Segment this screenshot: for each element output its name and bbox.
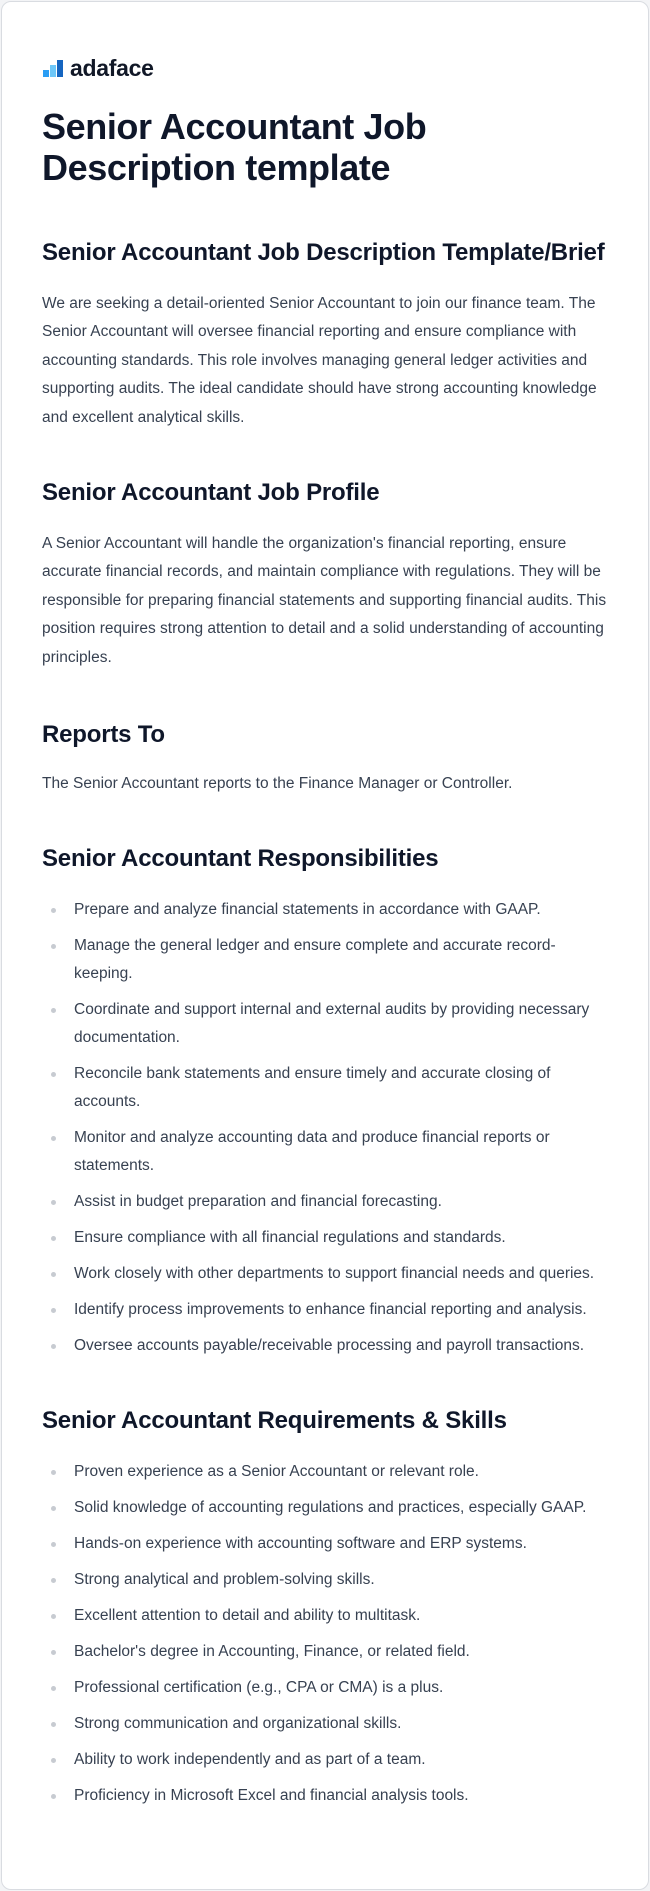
bullet-dot-icon: [51, 908, 56, 913]
list-item-text: Oversee accounts payable/receivable processing and payroll transactions.: [74, 1337, 585, 1355]
list-item: [42, 1638, 608, 1666]
section-heading: Reports To: [42, 721, 165, 749]
list-item-text: Bachelor's degree in Accounting, Finance, or related field.: [74, 1643, 470, 1661]
list-item-text: Prepare and analyze financial statements in accordance with GAAP.: [74, 901, 541, 919]
page-title: Senior Accountant Job Description template: [42, 106, 427, 188]
list-item: [42, 1260, 608, 1288]
list-item-text: Proven experience as a Senior Accountant or relevant role.: [74, 1463, 479, 1481]
section-requirements-skills: [42, 1406, 608, 1810]
bullet-dot-icon: [51, 1650, 56, 1655]
list-item-text: Assist in budget preparation and financial forecasting.: [74, 1193, 442, 1211]
list-item-text: Identify process improvements to enhance financial reporting and analysis.: [74, 1301, 587, 1319]
list-item: [42, 896, 608, 924]
section-paragraph: We are seeking a detail-oriented Senior Accountant to join our finance team. The Senior Accountant will oversee financial reporting and ensure compliance with accounting standards. This role involves managing general ledger activities and supporting audits. The ideal candidate should have strong accounting knowledge and excellent analytical skills.: [42, 295, 597, 426]
list-item: [42, 1530, 608, 1558]
list-item-text: Work closely with other departments to support financial needs and queries.: [74, 1265, 595, 1283]
bullet-dot-icon: [51, 1308, 56, 1313]
list-item: [42, 1602, 608, 1630]
bullet-dot-icon: [51, 1794, 56, 1799]
bullet-dot-icon: [51, 1008, 56, 1013]
bullet-dot-icon: [51, 1542, 56, 1547]
bullet-dot-icon: [51, 1758, 56, 1763]
job-description-card: [1, 1, 649, 1890]
requirements-list: [42, 1458, 608, 1810]
bar-steps-logo-icon: [42, 57, 64, 79]
list-item-text: Manage the general ledger and ensure complete and accurate record-keeping.: [74, 937, 556, 983]
bullet-dot-icon: [51, 1686, 56, 1691]
section-heading: Senior Accountant Requirements & Skills: [42, 1407, 507, 1435]
bullet-dot-icon: [51, 1722, 56, 1727]
list-item-text: Ability to work independently and as part of a team.: [74, 1751, 426, 1769]
bullet-dot-icon: [51, 1072, 56, 1077]
list-item: [42, 932, 608, 988]
section-job-profile: [42, 478, 608, 672]
list-item-text: Strong analytical and problem-solving skills.: [74, 1571, 375, 1589]
list-item: [42, 1332, 608, 1360]
list-item: [42, 1782, 608, 1810]
responsibilities-list: [42, 896, 608, 1360]
list-item: [42, 1124, 608, 1180]
bullet-dot-icon: [51, 1236, 56, 1241]
list-item-text: Coordinate and support internal and external audits by providing necessary documentation.: [74, 1001, 590, 1047]
brand-logo[interactable]: [42, 54, 608, 82]
list-item: [42, 1224, 608, 1252]
bullet-dot-icon: [51, 944, 56, 949]
section-paragraph: The Senior Accountant reports to the Finance Manager or Controller.: [42, 775, 513, 793]
list-item-text: Monitor and analyze accounting data and produce financial reports or statements.: [74, 1129, 550, 1175]
bullet-dot-icon: [51, 1344, 56, 1349]
list-item: [42, 1566, 608, 1594]
list-item: [42, 1746, 608, 1774]
section-responsibilities: [42, 844, 608, 1360]
bullet-dot-icon: [51, 1136, 56, 1141]
list-item-text: Professional certification (e.g., CPA or CMA) is a plus.: [74, 1679, 444, 1697]
section-heading: Senior Accountant Job Description Template/Brief: [42, 239, 605, 266]
list-item: [42, 1494, 608, 1522]
list-item-text: Hands-on experience with accounting software and ERP systems.: [74, 1535, 527, 1553]
list-item-text: Proficiency in Microsoft Excel and financial analysis tools.: [74, 1787, 469, 1805]
list-item: [42, 1710, 608, 1738]
list-item: [42, 1060, 608, 1116]
section-brief: [42, 238, 608, 432]
bullet-dot-icon: [51, 1614, 56, 1619]
section-heading: Senior Accountant Responsibilities: [42, 845, 439, 873]
list-item-text: Solid knowledge of accounting regulations and practices, especially GAAP.: [74, 1499, 587, 1517]
list-item-text: Excellent attention to detail and ability to multitask.: [74, 1607, 421, 1625]
list-item: [42, 1188, 608, 1216]
bullet-dot-icon: [51, 1578, 56, 1583]
list-item: [42, 1296, 608, 1324]
bullet-dot-icon: [51, 1200, 56, 1205]
brand-name: adaface: [70, 54, 154, 81]
list-item-text: Ensure compliance with all financial regulations and standards.: [74, 1229, 506, 1247]
list-item: [42, 1674, 608, 1702]
list-item-text: Reconcile bank statements and ensure timely and accurate closing of accounts.: [74, 1065, 551, 1111]
section-heading: Senior Accountant Job Profile: [42, 479, 380, 507]
bullet-dot-icon: [51, 1272, 56, 1277]
bullet-dot-icon: [51, 1506, 56, 1511]
bullet-dot-icon: [51, 1470, 56, 1475]
section-paragraph: A Senior Accountant will handle the organization's financial reporting, ensure accurate financial records, and maintain compliance with regulations. They will be responsible for preparing financial statements and supporting financial audits. This position requires strong attention to detail and a solid understanding of accounting principles.: [42, 535, 607, 666]
list-item: [42, 996, 608, 1052]
list-item: [42, 1458, 608, 1486]
section-reports-to: [42, 720, 608, 798]
list-item-text: Strong communication and organizational skills.: [74, 1715, 402, 1733]
